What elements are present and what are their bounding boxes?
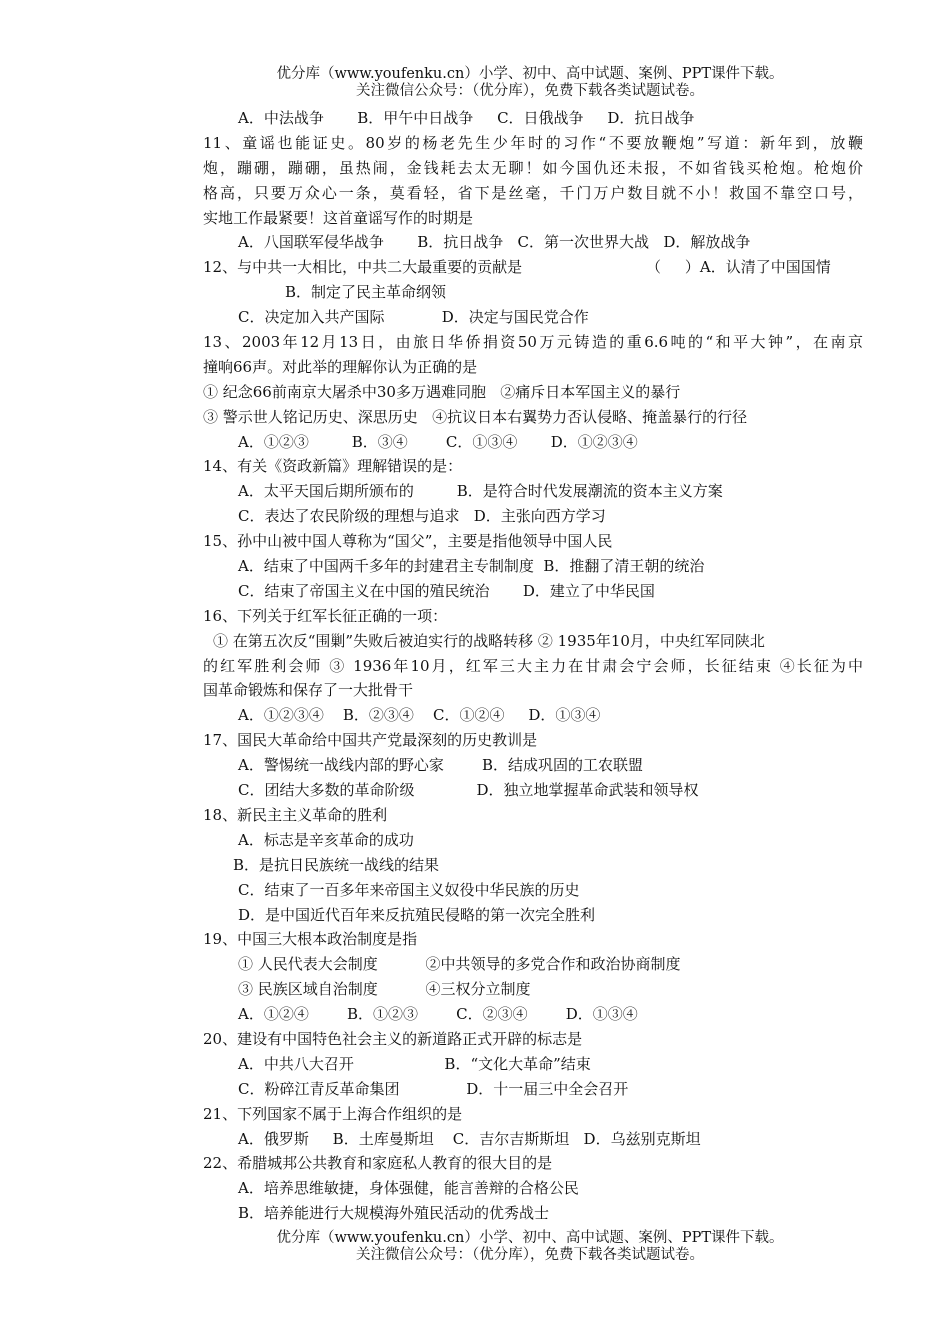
- q15-options: A．结束了中国两千多年的封建君主专制制度 B．推翻了清王朝的统治: [238, 557, 705, 576]
- q15-stem: 15、孙中山被中国人尊称为“国父”，主要是指他领导中国人民: [203, 532, 613, 551]
- footer-line-2: 关注微信公众号：（优分库），免费下载各类试题试卷。: [356, 1247, 704, 1263]
- q14-options: C．表达了农民阶级的理想与追求 D．主张向西方学习: [238, 507, 606, 526]
- q17-options: C．团结大多数的革命阶级 D．独立地掌握革命武装和领导权: [238, 781, 699, 800]
- q16-statements: 国革命锻炼和保存了一大批骨干: [203, 681, 414, 700]
- q18-option-c: C．结束了一百多年来帝国主义奴役中华民族的历史: [238, 880, 580, 899]
- q11-options: A．八国联军侵华战争 B．抗日战争 C．第一次世界大战 D．解放战争: [238, 233, 751, 252]
- page-header: [200, 66, 860, 100]
- q17-stem: 17、国民大革命给中国共产党最深刻的历史教训是: [203, 731, 538, 750]
- q11-stem: 实地工作最紧要！这首童谣写作的时期是: [203, 208, 474, 227]
- q13-stem: 13、2003年12月13日，由旅日华侨捐资50万元铸造的重6.6吨的“和平大钟”，在南京: [203, 333, 863, 352]
- q19-statements: ① 人民代表大会制度 ②中共领导的多党合作和政治协商制度: [238, 955, 681, 974]
- q12-options: C．决定加入共产国际 D．决定与国民党合作: [238, 308, 589, 327]
- q13-stem: 撞响66声。对此举的理解你认为正确的是: [203, 357, 478, 376]
- q19-stem: 19、中国三大根本政治制度是指: [203, 930, 418, 949]
- q22-stem: 22、希腊城邦公共教育和家庭私人教育的很大目的是: [203, 1154, 553, 1173]
- q18-stem: 18、新民主主义革命的胜利: [203, 805, 388, 824]
- question-body: [203, 106, 863, 1226]
- q11-stem: 炮，蹦硼，蹦硼，虽热闹，金钱耗去太无聊！如今国仇还未报，不如省钱买枪炮。枪炮价: [203, 158, 863, 177]
- footer-line-1: 优分库（www.youfenku.cn）小学、初中、高中试题、案例、PPT课件下载。: [276, 1230, 784, 1246]
- q10-options: A．中法战争 B．甲午中日战争 C．日俄战争 D．抗日战争: [238, 109, 695, 127]
- header-line-2: 关注微信公众号：（优分库），免费下载各类试题试卷。: [356, 83, 704, 99]
- q18-option-a: A．标志是辛亥革命的成功: [238, 830, 414, 849]
- q13-statements: ① 纪念66前南京大屠杀中30多万遇难同胞 ②痛斥日本军国主义的暴行: [203, 382, 681, 401]
- q16-stem: 16、下列关于红军长征正确的一项：: [203, 606, 448, 625]
- q12-option-b: B．制定了民主革命纲领: [285, 283, 447, 302]
- q18-option-b: B．是抗日民族统一战线的结果: [233, 855, 440, 874]
- q15-options: C．结束了帝国主义在中国的殖民统治 D．建立了中华民国: [238, 581, 655, 600]
- q19-statements: ③ 民族区域自治制度 ④三权分立制度: [238, 980, 531, 999]
- q16-statements: ① 在第五次反“围剿”失败后被迫实行的战略转移 ② 1935年10月，中央红军同陕北: [213, 631, 765, 650]
- q11-stem: 11、童谣也能证史。80岁的杨老先生少年时的习作“不要放鞭炮”写道：新年到，放鞭: [203, 133, 863, 152]
- q11-stem: 格高，只要万众心一条，莫看轻，省下是丝毫，千门万户数目就不小！救国不靠空口号，: [203, 183, 863, 202]
- q21-stem: 21、下列国家不属于上海合作组织的是: [203, 1104, 463, 1123]
- q18-option-d: D．是中国近代百年来反抗殖民侵略的第一次完全胜利: [238, 905, 596, 924]
- q20-options: A．中共八大召开 B．“文化大革命”结束: [238, 1054, 591, 1073]
- q21-options: A．俄罗斯 B．土库曼斯坦 C．吉尔吉斯斯坦 D．乌兹别克斯坦: [238, 1129, 701, 1148]
- header-line-1: 优分库（www.youfenku.cn）小学、初中、高中试题、案例、PPT课件下载。: [276, 66, 784, 82]
- q20-options: C．粉碎江青反革命集团 D．十一届三中全会召开: [238, 1079, 629, 1098]
- q13-options: A．①②③ B．③④ C．①③④ D．①②③④: [238, 432, 638, 451]
- q14-options: A．太平天国后期所颁布的 B．是符合时代发展潮流的资本主义方案: [238, 482, 723, 501]
- q16-options: A．①②③④ B．②③④ C．①②④ D．①③④: [238, 706, 601, 725]
- q22-option-a: A．培养思维敏捷，身体强健，能言善辩的合格公民: [238, 1179, 579, 1198]
- q14-stem: 14、有关《资政新篇》理解错误的是：: [203, 457, 463, 476]
- page-footer: [200, 1230, 860, 1264]
- q12-stem: 12、与中共一大相比，中共二大最重要的贡献是 （ ）A．认清了中国国情: [203, 258, 831, 277]
- q16-statements: 的红军胜利会师 ③ 1936年10月，红军三大主力在甘肃会宁会师，长征结束 ④长征为中: [203, 656, 863, 675]
- q19-options: A．①②④ B．①②③ C．②③④ D．①③④: [238, 1005, 638, 1024]
- q13-statements: ③ 警示世人铭记历史、深思历史 ④抗议日本右翼势力否认侵略、掩盖暴行的行径: [203, 407, 748, 426]
- q22-option-b: B．培养能进行大规模海外殖民活动的优秀战士: [238, 1204, 550, 1223]
- q20-stem: 20、建设有中国特色社会主义的新道路正式开辟的标志是: [203, 1029, 583, 1048]
- q17-options: A．警惕统一战线内部的野心家 B．结成巩固的工农联盟: [238, 756, 644, 775]
